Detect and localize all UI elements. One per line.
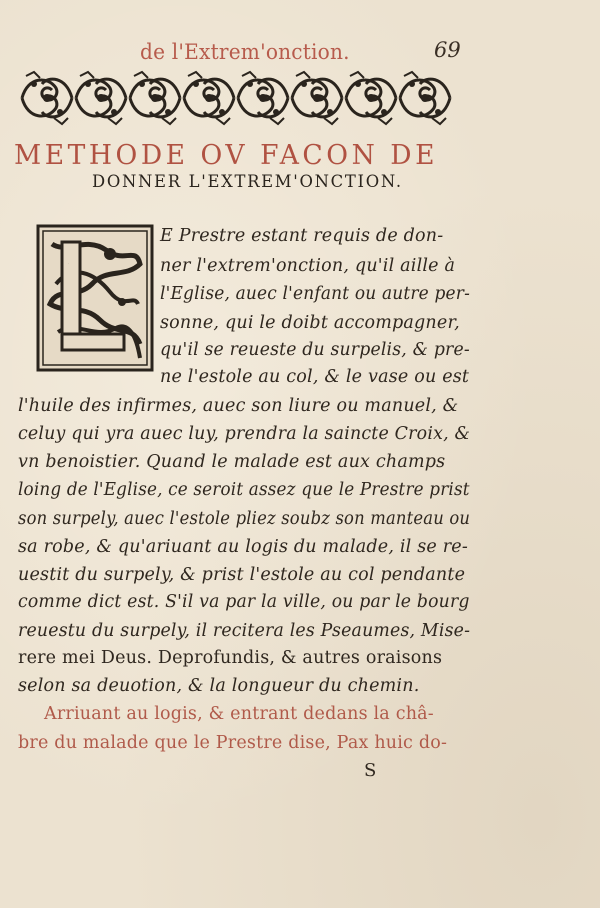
text-line: E Prestre estant requis de don- (160, 226, 444, 246)
initial-letter: L (68, 264, 69, 265)
text-line: qu'il se reueste du surpelis, & pre- (160, 340, 470, 360)
rubric-line: Arriuant au logis, & entrant dedans la châ- (44, 704, 434, 724)
text-line: sa robe, & qu'ariuant au logis du malade, il se re- (18, 537, 468, 557)
text-line: reuestu du surpely, il recitera les Pseaumes, Mise- (18, 621, 471, 641)
page-number: 69 (434, 38, 461, 62)
decorated-initial (36, 224, 154, 372)
text-line: ner l'extrem'onction, qu'il aille à (160, 256, 456, 276)
running-head: de l'Extrem'onction. (140, 40, 350, 64)
text-line: uestit du surpely, & prist l'estole au col pendante (18, 565, 466, 585)
text-line: l'Eglise, auec l'enfant ou autre per- (160, 284, 470, 304)
section-title: METHODE OV FACON DE (14, 140, 439, 171)
text-line: comme dict est. S'il va par la ville, ou par le bourg (18, 592, 470, 612)
text-line: vn benoistier. Quand le malade est aux champs (18, 452, 446, 472)
text-line: son surpely, auec l'estole pliez soubz son manteau ou (18, 509, 471, 529)
text-line: loing de l'Eglise, ce seroit assez que le Prestre prist (18, 480, 470, 500)
text-line: l'huile des infirmes, auec son liure ou manuel, & (18, 396, 459, 416)
text-line: sonne, qui le doibt accompagner, (160, 313, 460, 333)
text-line: rere mei Deus. Deprofundis, & autres oraisons (18, 648, 443, 668)
rubric-line: bre du malade que le Prestre dise, Pax huic do- (18, 733, 448, 753)
text-line: ne l'estole au col, & le vase ou est (160, 367, 470, 387)
text-line: celuy qui yra auec luy, prendra la saincte Croix, & (18, 424, 471, 444)
catchword: S (364, 760, 377, 781)
text-line: selon sa deuotion, & la longueur du chemin. (18, 676, 420, 696)
ornament-band (20, 70, 458, 126)
section-subtitle: DONNER L'EXTREM'ONCTION. (92, 172, 403, 191)
